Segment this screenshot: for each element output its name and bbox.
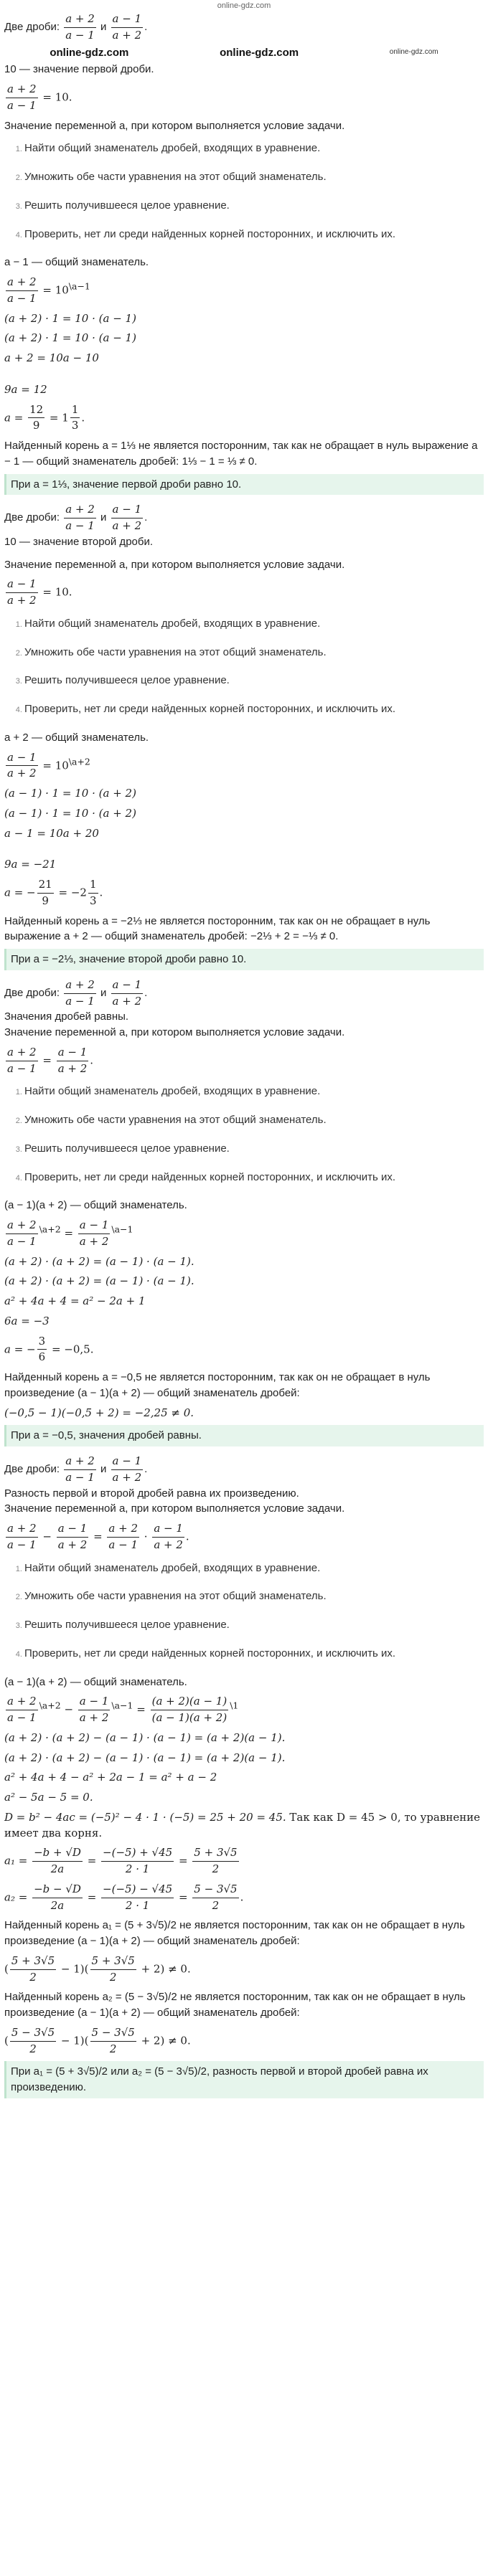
- step-item: 2. Умножить обе части уравнения на этот общий знаменатель.: [24, 1112, 484, 1128]
- steps-list: [4, 1084, 484, 1185]
- given-fractions: Две дроби: $\frac{a + 2}{a - 1}$ и $\frac{a - 1}{a + 2}$ .: [4, 1454, 484, 1486]
- step-item: 4. Проверить, нет ли среди найденных корней посторонних, и исключить их.: [24, 227, 484, 242]
- given-fractions: Две дроби: $\frac{a + 2}{a - 1}$ и $\frac{a - 1}{a + 2}$ .: [4, 502, 484, 534]
- task-text: Значение переменной a, при котором выполняется условие задачи.: [4, 1502, 345, 1515]
- step-item: 2. Умножить обе части уравнения на этот общий знаменатель.: [24, 645, 484, 660]
- root-check: Найденный корень a₁ = (5 + 3√5)/2 не является посторонним, так как он не обращает в нуль произведение (a − 1)(a + 2) — общий знаменатель дробей:: [4, 1919, 465, 1947]
- section-first-fraction: [4, 11, 484, 495]
- step-item: 1. Найти общий знаменатель дробей, входящих в уравнение.: [24, 1561, 484, 1576]
- step-item: 4. Проверить, нет ли среди найденных корней посторонних, и исключить их.: [24, 1646, 484, 1662]
- check-equation: ( $\frac{5 + 3√5}{2}$ − 1)( $\frac{5 + 3√5}{2}$ + 2) ≠ 0.: [4, 1954, 191, 1984]
- given-condition: Разность первой и второй дробей равна их произведению.: [4, 1487, 299, 1500]
- watermark: online-gdz.com: [220, 46, 299, 59]
- fraction-second: $\frac{a - 1}{a + 2}$: [112, 977, 142, 1008]
- and-text: и: [100, 1463, 107, 1476]
- fraction-first: $\frac{a + 2}{a - 1}$: [65, 1454, 95, 1484]
- given-condition: Значения дробей равны.: [4, 1010, 129, 1023]
- given-condition: 10 — значение первой дроби.: [4, 63, 154, 76]
- discriminant-note: Так как D = 45 > 0, то уравнение имеет два корня.: [4, 1810, 481, 1839]
- step-item: 3. Решить получившееся целое уравнение.: [24, 1141, 484, 1157]
- task-text: Значение переменной a, при котором выполняется условие задачи.: [4, 1026, 345, 1038]
- fraction-first: $\frac{a + 2}{a - 1}$: [65, 977, 95, 1008]
- equation: a₁ = $\frac{-b + √D}{2a}$ = $\frac{-(-5) + √45}{2 \cdot 1}$ = $\frac{5 + 3√5}{2}$: [4, 1846, 238, 1875]
- step-item: 4. Проверить, нет ли среди найденных корней посторонних, и исключить их.: [24, 701, 484, 717]
- intro-text: Две дроби:: [4, 1463, 60, 1476]
- equation: $\frac{a - 1}{a + 2}$ = $10^{\backslash a+2}$: [7, 750, 90, 780]
- result-box: При a = 1⅓, значение первой дроби равно 10.: [4, 474, 484, 496]
- equation: a = − $\frac{3}{6}$ = −0,5.: [4, 1334, 94, 1364]
- steps-list: [4, 1561, 484, 1662]
- fraction-second: $\frac{a - 1}{a + 2}$: [112, 1454, 142, 1484]
- equation: (a + 2) · (a + 2) = (a − 1) · (a − 1).: [4, 1254, 194, 1268]
- equation: 6a = −3: [4, 1314, 50, 1327]
- equation: a + 2 = 10a − 10: [4, 351, 99, 364]
- fraction-first: $\frac{a + 2}{a - 1}$: [65, 12, 95, 42]
- step-item: 3. Решить получившееся целое уравнение.: [24, 673, 484, 688]
- intro-text: Две дроби:: [4, 21, 60, 34]
- given-fractions: Две дроби: $\frac{a + 2}{a - 1}$ и $\frac{a - 1}{a + 2}$ .: [4, 11, 484, 44]
- equation: (a − 1) · 1 = 10 · (a + 2): [4, 806, 136, 820]
- step-item: 2. Умножить обе части уравнения на этот общий знаменатель.: [24, 169, 484, 185]
- root-check: Найденный корень a₂ = (5 − 3√5)/2 не является посторонним, так как он не обращает в нуль произведение (a − 1)(a + 2) — общий знаменатель дробей:: [4, 1991, 466, 2019]
- step-item: 1. Найти общий знаменатель дробей, входящих в уравнение.: [24, 616, 484, 632]
- result-box: При a₁ = (5 + 3√5)/2 или a₂ = (5 − 3√5)/2, разность первой и второй дробей равна их произведению.: [4, 2061, 484, 2098]
- equation: a − 1 = 10a + 20: [4, 826, 99, 840]
- equation: D = b² − 4ac = (−5)² − 4 · 1 · (−5) = 25 + 20 = 45. Так как D = 45 > 0, то уравнение имеет два корня.: [4, 1810, 481, 1839]
- root-check: Найденный корень a = −2⅓ не является посторонним, так как он не обращает в нуль выражение a + 2 — общий знаменатель дробей: −2⅓ + 2 = −⅓ ≠ 0.: [4, 914, 431, 943]
- equation: 9a = −21: [4, 858, 57, 871]
- equation: a = $\frac{12}{9}$ = 1 $\frac{1}{3}$ .: [4, 402, 85, 432]
- given-condition: 10 — значение второй дроби.: [4, 535, 154, 548]
- equation: a² − 5a − 5 = 0.: [4, 1791, 93, 1804]
- check-equation: ( $\frac{5 - 3√5}{2}$ − 1)( $\frac{5 - 3√5}{2}$ + 2) ≠ 0.: [4, 2025, 191, 2055]
- equation: $\frac{a + 2}{a - 1}$ $^{\backslash a+2}$ = $\frac{a - 1}{a + 2}$ $^{\backslash a-1}$: [7, 1218, 133, 1248]
- watermark: online-gdz.com: [389, 48, 438, 57]
- equation: a² + 4a + 4 = a² − 2a + 1: [4, 1294, 146, 1307]
- root-check: Найденный корень a = 1⅓ не является посторонним, так как не обращает в нуль выражение a − 1 — общий знаменатель дробей: 1⅓ − 1 = ⅓ ≠ 0.: [4, 440, 478, 468]
- equation: $\frac{a + 2}{a - 1}$ − $\frac{a - 1}{a + 2}$ = $\frac{a + 2}{a - 1}$ · $\frac{a - 1}{a + 2}$ .: [7, 1522, 189, 1551]
- steps-list: [4, 141, 484, 242]
- equation: (a + 2) · (a + 2) − (a − 1) · (a − 1) = (a + 2)(a − 1).: [4, 1730, 286, 1744]
- equation: (a + 2) · (a + 2) − (a − 1) · (a − 1) = (a + 2)(a − 1).: [4, 1751, 286, 1764]
- equation: a₂ = $\frac{-b - √D}{2a}$ = $\frac{-(-5) - √45}{2 \cdot 1}$ = $\frac{5 - 3√5}{2}$ .: [4, 1882, 244, 1912]
- and-text: и: [100, 21, 107, 34]
- root-check: Найденный корень a = −0,5 не является посторонним, так как он не обращает в нуль произведение (a − 1)(a + 2) — общий знаменатель дробей:: [4, 1371, 431, 1399]
- task-text: Значение переменной a, при котором выполняется условие задачи.: [4, 558, 345, 571]
- section-equal-fractions: [4, 977, 484, 1446]
- equation: 9a = 12: [4, 382, 47, 396]
- result-box: При a = −0,5, значения дробей равны.: [4, 1425, 484, 1446]
- equation: a² + 4a + 4 − a² + 2a − 1 = a² + a − 2: [4, 1771, 217, 1784]
- common-denominator: a − 1 — общий знаменатель.: [4, 256, 149, 269]
- watermark-row: [4, 45, 484, 61]
- equation: $\frac{a + 2}{a - 1}$ = $10^{\backslash a-1}$: [7, 275, 90, 305]
- step-item: 2. Умножить обе части уравнения на этот общий знаменатель.: [24, 1588, 484, 1604]
- check-equation: (−0,5 − 1)(−0,5 + 2) = −2,25 ≠ 0.: [4, 1406, 194, 1419]
- step-item: 1. Найти общий знаменатель дробей, входящих в уравнение.: [24, 1084, 484, 1099]
- given-fractions: Две дроби: $\frac{a + 2}{a - 1}$ и $\frac{a - 1}{a + 2}$ .: [4, 977, 484, 1010]
- fraction-second: $\frac{a - 1}{a + 2}$: [112, 503, 142, 532]
- section-difference-product: [4, 1454, 484, 2098]
- result-box: При a = −2⅓, значение второй дроби равно 10.: [4, 949, 484, 970]
- common-denominator: a + 2 — общий знаменатель.: [4, 731, 149, 744]
- section-second-fraction: [4, 502, 484, 970]
- equation: a = − $\frac{21}{9}$ = −2 $\frac{1}{3}$ .: [4, 878, 103, 907]
- common-denominator: (a − 1)(a + 2) — общий знаменатель.: [4, 1199, 187, 1212]
- fraction-second: $\frac{a - 1}{a + 2}$: [112, 12, 142, 42]
- equation: (a + 2) · 1 = 10 · (a − 1): [4, 311, 136, 325]
- intro-text: Две дроби:: [4, 986, 60, 999]
- site-header: online-gdz.com: [217, 1, 271, 10]
- common-denominator: (a − 1)(a + 2) — общий знаменатель.: [4, 1675, 187, 1688]
- step-item: 3. Решить получившееся целое уравнение.: [24, 198, 484, 214]
- equation: (a + 2) · (a + 2) = (a − 1) · (a − 1).: [4, 1274, 194, 1288]
- step-item: 1. Найти общий знаменатель дробей, входящих в уравнение.: [24, 141, 484, 156]
- intro-text: Две дроби:: [4, 511, 60, 524]
- equation: $\frac{a + 2}{a - 1}$ = $\frac{a - 1}{a + 2}$ .: [7, 1045, 94, 1075]
- step-item: 3. Решить получившееся целое уравнение.: [24, 1617, 484, 1633]
- watermark: online-gdz.com: [50, 46, 129, 59]
- equation: (a + 2) · 1 = 10 · (a − 1): [4, 331, 136, 345]
- equation: $\frac{a + 2}{a - 1}$ $^{\backslash a+2}$ − $\frac{a - 1}{a + 2}$ $^{\backslash a-1}$ = $\frac{(a + 2)(a - 1)}{(a - 1)(a + 2)}$ $^{\backslash 1}$: [7, 1695, 239, 1724]
- equation: $\frac{a - 1}{a + 2}$ = 10.: [7, 577, 72, 607]
- step-item: 4. Проверить, нет ли среди найденных корней посторонних, и исключить их.: [24, 1170, 484, 1185]
- fraction-first: $\frac{a + 2}{a - 1}$: [65, 503, 95, 532]
- equation: $\frac{a + 2}{a - 1}$ = 10.: [7, 82, 72, 112]
- task-text: Значение переменной a, при котором выполняется условие задачи.: [4, 119, 345, 132]
- steps-list: [4, 616, 484, 717]
- and-text: и: [100, 511, 107, 524]
- and-text: и: [100, 986, 107, 999]
- equation: (a − 1) · 1 = 10 · (a + 2): [4, 787, 136, 800]
